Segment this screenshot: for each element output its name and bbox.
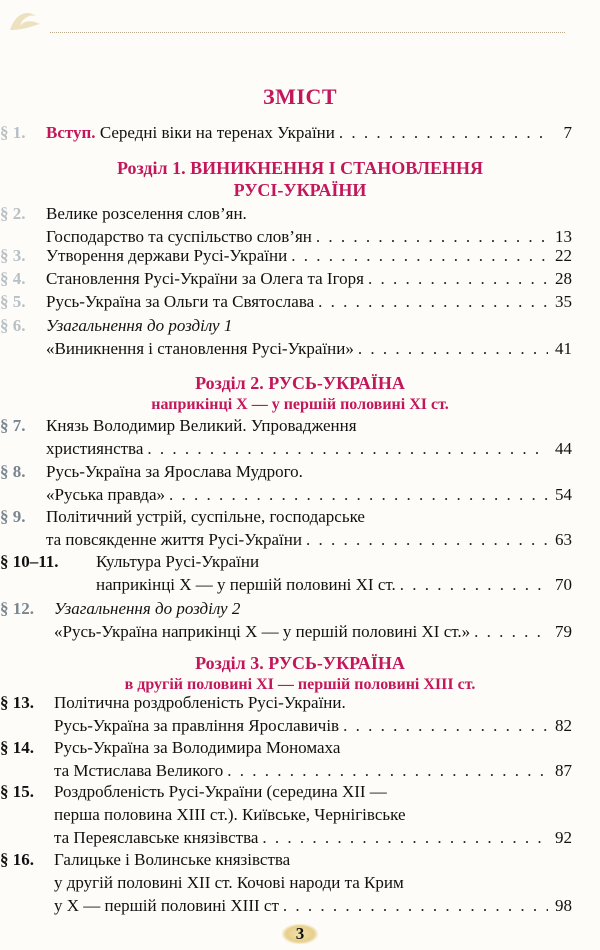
page-ref: 35 [555, 292, 572, 311]
paragraph-number: § 9. [0, 507, 26, 526]
paragraph-number: § 7. [0, 416, 26, 435]
paragraph-number: § 2. [0, 204, 26, 223]
paragraph-number: § 5. [0, 292, 26, 311]
page-ref: 82 [555, 716, 572, 735]
page-ref: 70 [555, 575, 572, 594]
paragraph-number: § 6. [0, 316, 26, 335]
section-heading-3: Розділ 3. РУСЬ-УКРАЇНА в другій половині XI — першій половині XIII ст. [124, 653, 476, 693]
page-ref: 54 [555, 485, 572, 504]
page-ref: 22 [555, 246, 572, 265]
paragraph-number: § 4. [0, 269, 26, 288]
page-ref: 98 [555, 896, 572, 915]
page-ref: 92 [555, 828, 572, 847]
paragraph-number: § 1. [0, 123, 26, 142]
page-ref: 28 [555, 269, 572, 288]
paragraph-number: § 8. [0, 462, 26, 481]
page-ref: 87 [555, 761, 572, 780]
page-number: 3 [282, 924, 319, 944]
page-ref: 7 [563, 123, 572, 142]
section-heading-2: Розділ 2. РУСЬ-УКРАЇНА наприкінці X — у першій половині XI ст. [151, 373, 449, 413]
page-ref: 41 [555, 339, 572, 358]
contents-title: ЗМІСТ [263, 84, 337, 109]
intro-label: Вступ. [46, 123, 96, 142]
paragraph-number: § 3. [0, 246, 26, 265]
ornament-icon [6, 6, 46, 36]
page-ref: 79 [555, 622, 572, 641]
page-ref: 44 [555, 439, 572, 458]
paragraph-number: § 12. [0, 599, 34, 618]
page-ref: 13 [555, 227, 572, 246]
paragraph-number: § 16. [0, 850, 34, 869]
page-footer [0, 924, 600, 944]
section-heading-1: Розділ 1. ВИНИКНЕННЯ І СТАНОВЛЕННЯ РУСІ-УКРАЇНИ [116, 158, 484, 200]
paragraph-number: § 13. [0, 693, 34, 712]
paragraph-number: § 14. [0, 738, 34, 757]
paragraph-number: § 15. [0, 782, 34, 801]
page-ref: 63 [555, 530, 572, 549]
paragraph-number: § 10–11. [0, 552, 59, 571]
header-rule [50, 32, 565, 33]
